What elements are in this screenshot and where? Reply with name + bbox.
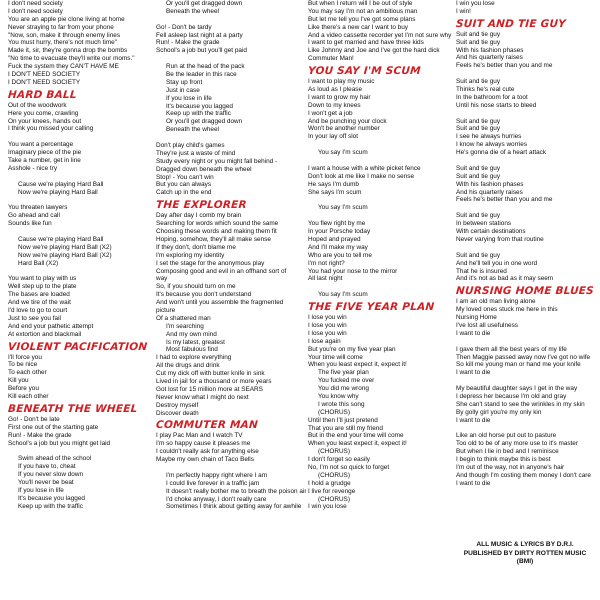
lyric-line: Hoping, somehow, they'll all make sense	[156, 235, 271, 243]
lyric-line: You must hurry, there's not much time"	[8, 39, 117, 47]
lyric-line: I lose you win	[308, 321, 347, 329]
lyric-line: Go! - Don't be late	[8, 415, 60, 423]
song-title: THE EXPLORER	[156, 199, 248, 212]
song-title: BENEATH THE WHEEL	[8, 402, 138, 415]
lyric-line: I want to play my music	[308, 78, 375, 86]
lyric-line: I had to explore everything	[156, 354, 232, 362]
blank-line	[308, 212, 454, 220]
lyric-line: I DON'T NEED SOCIETY	[8, 71, 81, 79]
song-title: NURSING HOME BLUES	[456, 285, 595, 298]
lyric-line: Thinks he's real cute	[456, 86, 515, 94]
blank-line	[8, 447, 150, 455]
lyric-line: My loved ones stuck me here in this	[456, 306, 558, 314]
lyric-line: I lose again	[308, 337, 341, 345]
blank-line	[308, 283, 454, 291]
lyric-line: And his quarterly raises	[456, 54, 523, 62]
lyric-line: I won't get a job	[308, 109, 353, 117]
lyric-line: I win you lose	[308, 503, 347, 511]
lyric-line: Stop! - You can't win	[156, 173, 214, 181]
lyric-line: He says I'm dumb	[308, 180, 359, 188]
lyric-line: Just in case	[166, 86, 200, 94]
blank-line	[156, 134, 306, 142]
lyric-line: I win!	[456, 7, 471, 15]
lyric-line: By golly girl you're my only kin	[456, 408, 542, 416]
lyric-line: When you least expect it, expect it!	[308, 361, 407, 369]
lyric-line: But when I return will I be out of style	[308, 0, 413, 7]
lyric-line: Your time will come	[308, 353, 363, 361]
blank-line	[156, 464, 306, 472]
lyric-line: I couldn't really ask for anything else	[156, 448, 259, 456]
lyric-line: I know he always worries	[456, 141, 528, 149]
lyric-line: Suit and tie guy	[456, 30, 501, 38]
lyric-line: Made it, sir, they're gonna drop the bombs	[8, 47, 128, 55]
lyric-line: Hoped and prayed	[308, 235, 361, 243]
lyric-line: The five year plan	[318, 369, 369, 377]
lyric-line: "Now, son, make it through enemy lines	[8, 31, 121, 39]
lyric-line: Lived in jail for a thousand or more years	[156, 377, 272, 385]
lyric-line: She says I'm scum	[308, 188, 362, 196]
lyric-line: Down to my knees	[308, 101, 361, 109]
lyric-line: Cut my dick off with butter knife in sink	[156, 370, 265, 378]
lyric-line: Suit and tie guy	[456, 78, 501, 86]
lyric-line: Go! - Don't be tardy	[156, 23, 212, 31]
lyric-line: Catch up in the end	[156, 189, 212, 197]
lyric-line: On your knees, hands out	[8, 117, 82, 125]
lyric-line: Discover death	[156, 409, 199, 417]
lyric-line: I begin to think maybe this is best	[456, 456, 551, 464]
lyric-line: No, I'm not so quick to forget	[308, 463, 390, 471]
lyric-line: With his fashion phases	[456, 180, 524, 188]
lyric-line: Never know what I might do next	[156, 393, 249, 401]
blank-line	[308, 141, 454, 149]
lyric-line: And be punching your clock	[308, 117, 387, 125]
blank-line	[456, 244, 596, 252]
lyrics-column-3	[308, 0, 454, 511]
lyric-line: So kill me young man or hand me your knife	[456, 361, 581, 369]
lyric-line: But you're on my five year plan	[308, 345, 396, 353]
lyric-line: If you never slow down	[18, 471, 84, 479]
lyric-line: And my own mind	[166, 330, 217, 338]
lyric-line: I've lost all usefulness	[456, 321, 518, 329]
lyric-line: Be the leader in this race	[166, 71, 237, 79]
lyric-line: Like an old horse put out to pasture	[456, 432, 557, 440]
lyric-line: Just to see you fail	[8, 314, 61, 322]
lyric-line: I'm perfectly happy right where I am	[166, 471, 268, 479]
lyric-line: Imaginary piece of the pie	[8, 149, 82, 157]
lyric-line: Hard Ball (X2)	[18, 259, 59, 267]
lyric-line: I want to die	[456, 416, 491, 424]
lyric-line: Or you'll get dragged down	[166, 0, 243, 7]
lyric-line: Now we're playing Hard Ball	[18, 188, 98, 196]
lyric-line: You want to play with us	[8, 275, 77, 283]
lyric-line: You say I'm scum	[318, 204, 368, 212]
blank-line	[456, 204, 596, 212]
lyric-line: Now we're playing Hard Ball (X2)	[18, 251, 112, 259]
lyric-line: You flew right by me	[308, 220, 366, 228]
lyric-line: Day after day I comb my brain	[156, 212, 242, 220]
lyric-line: I'm out of the way, not in anyone's hair	[456, 463, 565, 471]
lyric-line: But when I lie in bed and I reminisce	[456, 448, 559, 456]
lyric-line: Out of the woodwork	[8, 101, 67, 109]
lyric-line: To each other	[8, 369, 47, 377]
lyric-line: Kill each other	[8, 392, 49, 400]
lyric-line: (CHORUS)	[318, 448, 350, 456]
lyric-line: Commuter Man!	[308, 55, 354, 63]
lyric-line: Destroy myself	[156, 401, 199, 409]
credits-line: ALL MUSIC & LYRICS BY D.R.I.	[476, 541, 574, 548]
lyric-line: Of a shattered man	[156, 314, 211, 322]
lyric-line: You may say I'm not an ambitious man	[308, 7, 418, 15]
blank-line	[8, 133, 150, 141]
song-title: HARD BALL	[8, 88, 78, 101]
lyric-line: Maybe my own chain of Taco Bells	[156, 456, 254, 464]
lyric-line: All last night	[308, 275, 343, 283]
lyric-line: Study every night or you might fall behind -	[156, 157, 278, 165]
lyric-line: I want to get married and have three kids	[308, 39, 424, 47]
lyric-line: Suit and tie guy	[456, 38, 501, 46]
lyric-line: She can't stand to see the wrinkles in my skin	[456, 400, 585, 408]
lyric-line: Swim ahead of the school	[18, 455, 92, 463]
lyric-line: If they don't, don't blame me	[156, 243, 236, 251]
lyric-line: Suit and tie guy	[456, 164, 501, 172]
credits-line: PUBLISHED BY DIRTY ROTTEN MUSIC	[463, 549, 587, 557]
lyric-line: Suit and tie guy	[456, 125, 501, 133]
lyric-line: I set the stage for the anonymous play	[156, 259, 265, 267]
lyric-line: I wrote this song	[318, 400, 365, 408]
lyrics-column-4	[456, 0, 596, 488]
lyric-line: My beautiful daughter says I get in the way	[456, 385, 578, 393]
lyric-line: And I'll make my way	[308, 243, 368, 251]
blank-line	[308, 157, 454, 165]
lyric-line: Keep up with the traffic	[166, 110, 231, 118]
lyric-line: I lose you win	[308, 329, 347, 337]
lyric-line: Got lost for 15 million more at SEARS	[156, 385, 263, 393]
lyric-line: But you can always	[156, 181, 212, 189]
lyric-line: I play Pac Man and I watch TV	[156, 432, 243, 440]
lyric-line: And though I'm costing them money I don't care	[456, 471, 591, 479]
lyric-line: I want a house with a white picket fence	[308, 164, 421, 172]
lyric-line: And won't until you assemble the fragmented	[156, 299, 284, 307]
lyric-line: I don't need society	[8, 0, 63, 7]
lyric-line: To be nice	[8, 361, 38, 369]
lyric-line: I hold a grudge	[308, 479, 351, 487]
lyric-line: I want to die	[456, 369, 491, 377]
lyric-line: Until then I'll just pretend	[308, 416, 378, 424]
lyric-line: You say I'm scum	[318, 291, 368, 299]
lyric-line: Never varying from that routine	[456, 235, 544, 243]
lyric-line: It's because you lagged	[166, 102, 233, 110]
lyric-line: Most fabulous find	[166, 346, 218, 354]
lyric-line: Go ahead and call	[8, 212, 60, 220]
lyric-line: Run at the head of the pack	[166, 63, 245, 71]
lyric-line: (CHORUS)	[318, 408, 350, 416]
lyric-line: You say I'm scum	[318, 149, 368, 157]
lyric-line: Sounds like fun	[8, 220, 52, 228]
blank-line	[8, 268, 150, 276]
lyric-line: Suit and tie guy	[456, 172, 501, 180]
lyric-line: I DON'T NEED SOCIETY	[8, 78, 81, 86]
lyric-line: Is my latest, greatest	[166, 338, 225, 346]
lyric-line: Run! - Make the grade	[156, 39, 220, 47]
lyric-line: (CHORUS)	[318, 471, 350, 479]
lyric-line: You know why	[318, 392, 359, 400]
lyric-line: You fucked me over	[318, 377, 375, 385]
blank-line	[456, 70, 596, 78]
lyric-line: way	[156, 275, 168, 283]
lyric-line: That he is insured	[456, 267, 507, 275]
lyric-line: Until his nose starts to bleed	[456, 101, 537, 109]
lyric-line: Sometimes I think about getting away for awhile	[166, 503, 302, 511]
lyric-line: Kill you	[8, 377, 29, 385]
lyric-line: Don't look at me like I make no sense	[308, 172, 415, 180]
lyric-line: So, if you should turn on me	[156, 283, 236, 291]
lyric-line: And it's not as bad as it may seem	[456, 275, 554, 283]
lyric-line: Fell asleep last night at a party	[156, 31, 243, 39]
lyric-line: Here you come, crawling	[8, 109, 79, 117]
blank-line	[456, 157, 596, 165]
lyric-line: Like there's a new car I want to buy	[308, 23, 408, 31]
lyric-line: It doesn't really bother me to breath the poison air	[166, 487, 306, 495]
lyric-line: I don't need society	[8, 7, 63, 15]
song-title: COMMUTER MAN	[156, 419, 259, 432]
lyric-line: Cause we're playing Hard Ball	[18, 235, 104, 243]
lyric-line: It's because you lagged	[18, 494, 85, 502]
lyric-line: I'm so happy cause it pleases me	[156, 440, 251, 448]
blank-line	[308, 196, 454, 204]
lyric-line: Asshole - nice try	[8, 164, 58, 172]
lyric-line: Suit and tie guy	[456, 117, 501, 125]
lyric-line: Run! - Make the grade	[8, 431, 72, 439]
song-title: VIOLENT PACIFICATION	[8, 340, 148, 353]
lyric-line: When you least expect it, expect it!	[308, 440, 407, 448]
lyric-line: With certain destinations	[456, 228, 526, 236]
lyric-line: I depress her because I'm old and gray	[456, 392, 567, 400]
lyrics-column-1	[8, 0, 150, 511]
lyric-line: I'm not right?	[308, 259, 345, 267]
lyric-line: Too old to be of any more use to it's master	[456, 440, 578, 448]
lyric-line: As loud as I please	[308, 86, 362, 94]
lyric-line: Cause we're playing Hard Ball	[18, 180, 104, 188]
lyric-line: Won't be another number	[308, 125, 380, 133]
lyric-line: Well step up to the plate	[8, 283, 77, 291]
lyric-line: He's gonna die of a heart attack	[456, 149, 547, 157]
lyric-line: I win you lose	[456, 0, 495, 7]
lyric-line: Who are you to tell me	[308, 251, 372, 259]
lyric-line: Before you	[8, 385, 39, 393]
lyric-line: And we tire of the wait	[8, 299, 71, 307]
lyric-line: Don't play child's games	[156, 142, 225, 150]
lyric-line: If you lose in life	[18, 486, 64, 494]
lyric-line: The bases are loaded	[8, 291, 70, 299]
blank-line	[456, 425, 596, 433]
lyric-line: First one out of the starting gate	[8, 423, 99, 431]
lyric-line: Suit and tie guy	[456, 251, 501, 259]
song-title: THE FIVE YEAR PLAN	[308, 301, 435, 314]
blank-line	[8, 228, 150, 236]
lyric-line: I'd love to go to court	[8, 306, 68, 314]
lyric-line: Feels he's better than you and me	[456, 196, 553, 204]
lyric-line: You had your nose to the mirror	[308, 267, 398, 275]
lyric-line: Dragged down beneath the wheel	[156, 165, 252, 173]
lyric-line: At extortion and blackmail	[8, 330, 82, 338]
lyric-line: Then Maggie passed away now I've got no wife	[456, 353, 591, 361]
lyric-line: School's a job but you'll get paid	[156, 47, 247, 55]
lyric-line: All the drugs and drink	[156, 362, 220, 370]
lyric-line: Choosing these words and making them fit	[156, 228, 277, 236]
lyric-line: In between stations	[456, 220, 512, 228]
lyric-line: I see he always hurries	[456, 133, 522, 141]
lyric-line: Keep up with the traffic	[18, 502, 83, 510]
lyric-line: Beneath the wheel	[166, 7, 219, 15]
lyric-line: I don't forget so easily	[308, 456, 370, 464]
lyric-line: picture	[156, 306, 176, 314]
blank-line	[156, 55, 306, 63]
lyric-line: "No time to evacuate they'll write our moms."	[8, 55, 135, 63]
blank-line	[156, 16, 306, 24]
lyric-line: Or you'll get dragged down	[166, 118, 243, 126]
lyric-line: If you lose in life	[166, 94, 212, 102]
lyric-line: In your Porsche today	[308, 228, 371, 236]
blank-line	[456, 377, 596, 385]
lyric-line: In the bathroom for a toot	[456, 93, 528, 101]
lyric-line: Never straying to far from your phone	[8, 23, 114, 31]
lyric-line: You threaten lawyers	[8, 204, 68, 212]
lyric-line: Feels he's better than you and me	[456, 62, 553, 70]
lyric-line: I want to die	[456, 479, 491, 487]
lyric-line: They're just a waste of mind	[156, 149, 236, 157]
lyrics-column-2	[156, 0, 306, 511]
blank-line	[456, 338, 596, 346]
lyric-line: I am an old man living alone	[456, 298, 536, 306]
lyric-line: (CHORUS)	[318, 495, 350, 503]
lyric-line: I could live forever in a traffic jam	[166, 479, 260, 487]
lyric-line: But in the end your time will come	[308, 432, 404, 440]
lyric-line: But let me tell you I've got some plans	[308, 15, 416, 23]
song-title: YOU SAY I'M SCUM	[308, 65, 422, 78]
lyric-line: If you have to, cheat	[18, 463, 76, 471]
lyric-line: Suit and tie guy	[456, 212, 501, 220]
lyric-line: Fuck the system they CAN'T HAVE ME	[8, 63, 119, 71]
lyric-line: I want to grow my hair	[308, 93, 371, 101]
lyric-line: In your lay off slot	[308, 133, 358, 141]
lyric-line: School's a job but you might get laid	[8, 439, 111, 447]
song-title: SUIT AND TIE GUY	[456, 17, 567, 30]
lyric-line: And end your pathetic attempt	[8, 322, 94, 330]
lyric-line: Composing good and evil in an offhand sort of	[156, 267, 287, 275]
lyric-line: Searching for words which sound the same	[156, 220, 279, 228]
lyric-line: Nursing Home	[456, 314, 497, 322]
lyric-line: I gave them all the best years of my life	[456, 345, 567, 353]
lyric-line: Stay up front	[166, 78, 203, 86]
lyric-line: You did me wrong	[318, 385, 369, 393]
lyric-line: Now we're playing Hard Ball (X2)	[18, 243, 112, 251]
lyric-line: Like Johnny and Joe and I've got the hard dick	[308, 47, 440, 55]
lyric-line: I live for revenge	[308, 487, 356, 495]
blank-line	[456, 110, 596, 118]
lyric-line: I lose you win	[308, 314, 347, 322]
credits-block	[452, 541, 598, 567]
lyric-line: I'm exploring my identity	[156, 251, 225, 259]
lyric-line: I'm searching	[166, 322, 204, 330]
lyric-line: I'd choke anyway, I don't really care	[166, 495, 267, 503]
lyric-line: Take a number, get in line	[8, 157, 81, 165]
lyric-line: I want to die	[456, 329, 491, 337]
lyric-line: I'll force you	[8, 353, 42, 361]
lyric-line: You want a percentage	[8, 141, 74, 149]
lyric-line: And he'll tell you in one word	[456, 259, 538, 267]
credits-line: (BMI)	[516, 558, 534, 566]
blank-line	[8, 173, 150, 181]
lyric-line: You'll never be beat	[18, 478, 74, 486]
blank-line	[8, 196, 150, 204]
lyric-line: Beneath the wheel	[166, 126, 219, 134]
lyric-line: And a video cassette recorder yet I'm not sure why	[308, 31, 452, 39]
lyric-line: With his fashion phases	[456, 46, 524, 54]
lyric-line: I think you missed your calling	[8, 125, 94, 133]
lyric-line: That you are still my friend	[308, 424, 383, 432]
lyric-line: And his quarterly raises	[456, 188, 523, 196]
lyric-line: You are an apple pie clone living at home	[8, 15, 125, 23]
lyric-line: It's because you don't understand	[156, 291, 252, 299]
